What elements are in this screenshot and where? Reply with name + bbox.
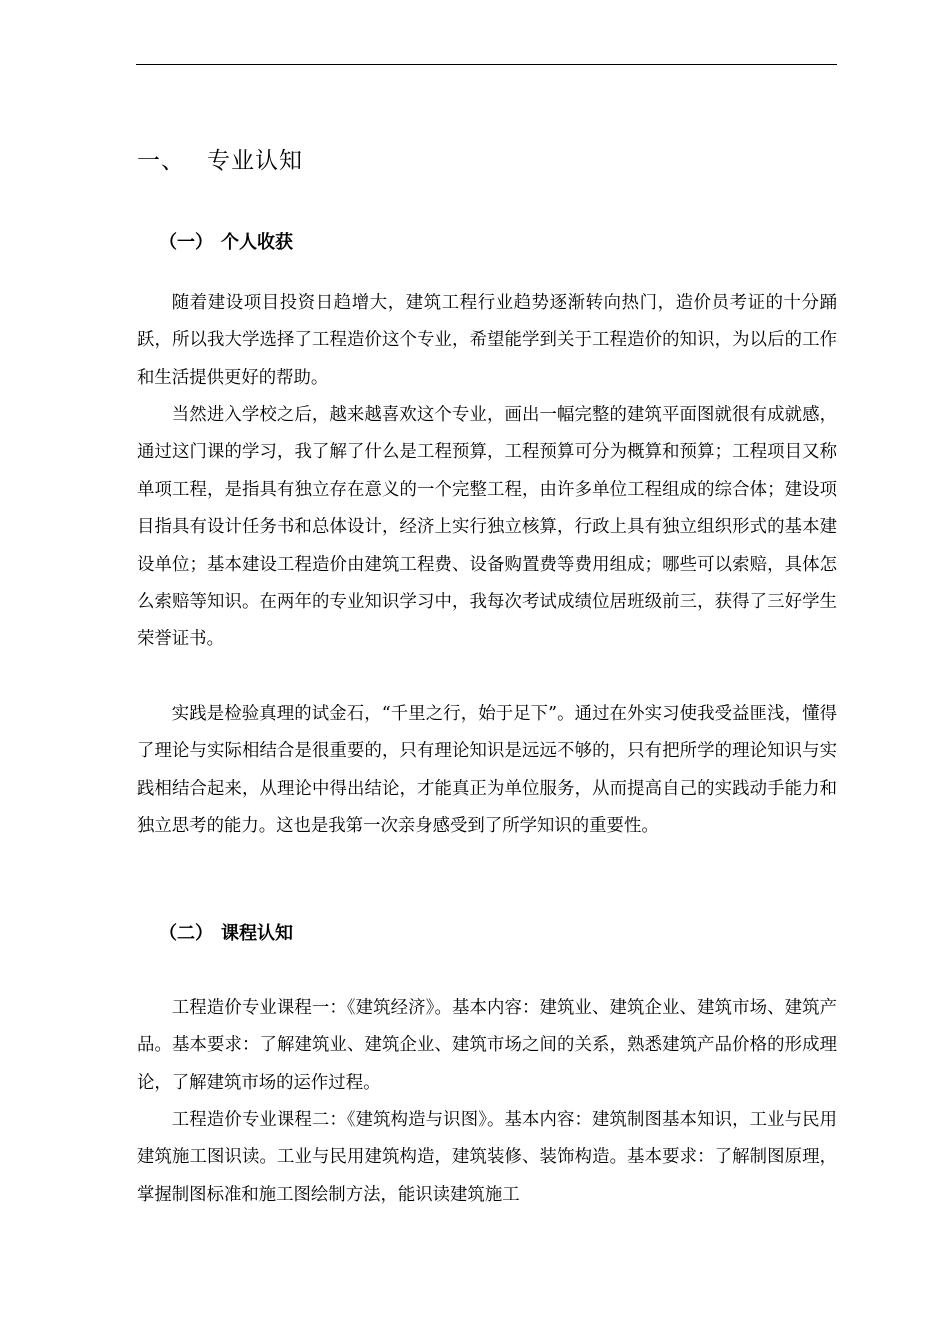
subsection-title-2: 课程认知 bbox=[221, 923, 293, 944]
header-rule bbox=[136, 64, 837, 65]
paragraph: 工程造价专业课程一：《建筑经济》。基本内容：建筑业、建筑企业、建筑市场、建筑产品。基本要求：了解建筑业、建筑企业、建筑市场之间的关系，熟悉建筑产品价格的形成理论，了解建筑市场的运作过程。 bbox=[137, 998, 837, 1093]
section-title: 专业认知 bbox=[207, 148, 303, 174]
paragraph: 工程造价专业课程二：《建筑构造与识图》。基本内容：建筑制图基本知识，工业与民用建筑施工图识读。工业与民用建筑构造，建筑装修、装饰构造。基本要求：了解制图原理，掌握制图标准和施工图绘制方法，能识读建筑施工 bbox=[137, 1110, 837, 1205]
paragraph: 随着建设项目投资日趋增大，建筑工程行业趋势逐渐转向热门，造价员考证的十分踊跃，所以我大学选择了工程造价这个专业，希望能学到关于工程造价的知识，为以后的工作和生活提供更好的帮助。 bbox=[137, 293, 837, 388]
subsection-heading-1 bbox=[159, 228, 293, 254]
subsection-title-1: 个人收获 bbox=[221, 232, 293, 253]
section-heading bbox=[137, 142, 303, 175]
paragraph: 当然进入学校之后，越来越喜欢这个专业，画出一幅完整的建筑平面图就很有成就感，通过这门课的学习，我了解了什么是工程预算，工程预算可分为概算和预算；工程项目又称单项工程，是指具有独立存在意义的一个完整工程，由许多单位工程组成的综合体；建设项目指具有设计任务书和总体设计，经济上实行独立核算，行政上具有独立组织形式的基本建设单位；基本建设工程造价由建筑工程费、设备购置费等费用组成；哪些可以索赔，具体怎么索赔等知识。在两年的专业知识学习中，我每次考试成绩位居班级前三，获得了三好学生荣誉证书。 bbox=[137, 405, 837, 650]
subsection-number-2: （二） bbox=[159, 923, 213, 944]
subsection-heading-2 bbox=[159, 919, 293, 945]
paragraph: 实践是检验真理的试金石，“千里之行，始于足下”。通过在外实习使我受益匪浅，懂得了理论与实际相结合是很重要的，只有理论知识是远远不够的，只有把所学的理论知识与实践相结合起来，从理论中得出结论，才能真正为单位服务，从而提高自己的实践动手能力和独立思考的能力。这也是我第一次亲身感受到了所学知识的重要性。 bbox=[137, 704, 837, 837]
section-number: 一、 bbox=[137, 148, 185, 174]
subsection-number-1: （一） bbox=[159, 232, 213, 253]
